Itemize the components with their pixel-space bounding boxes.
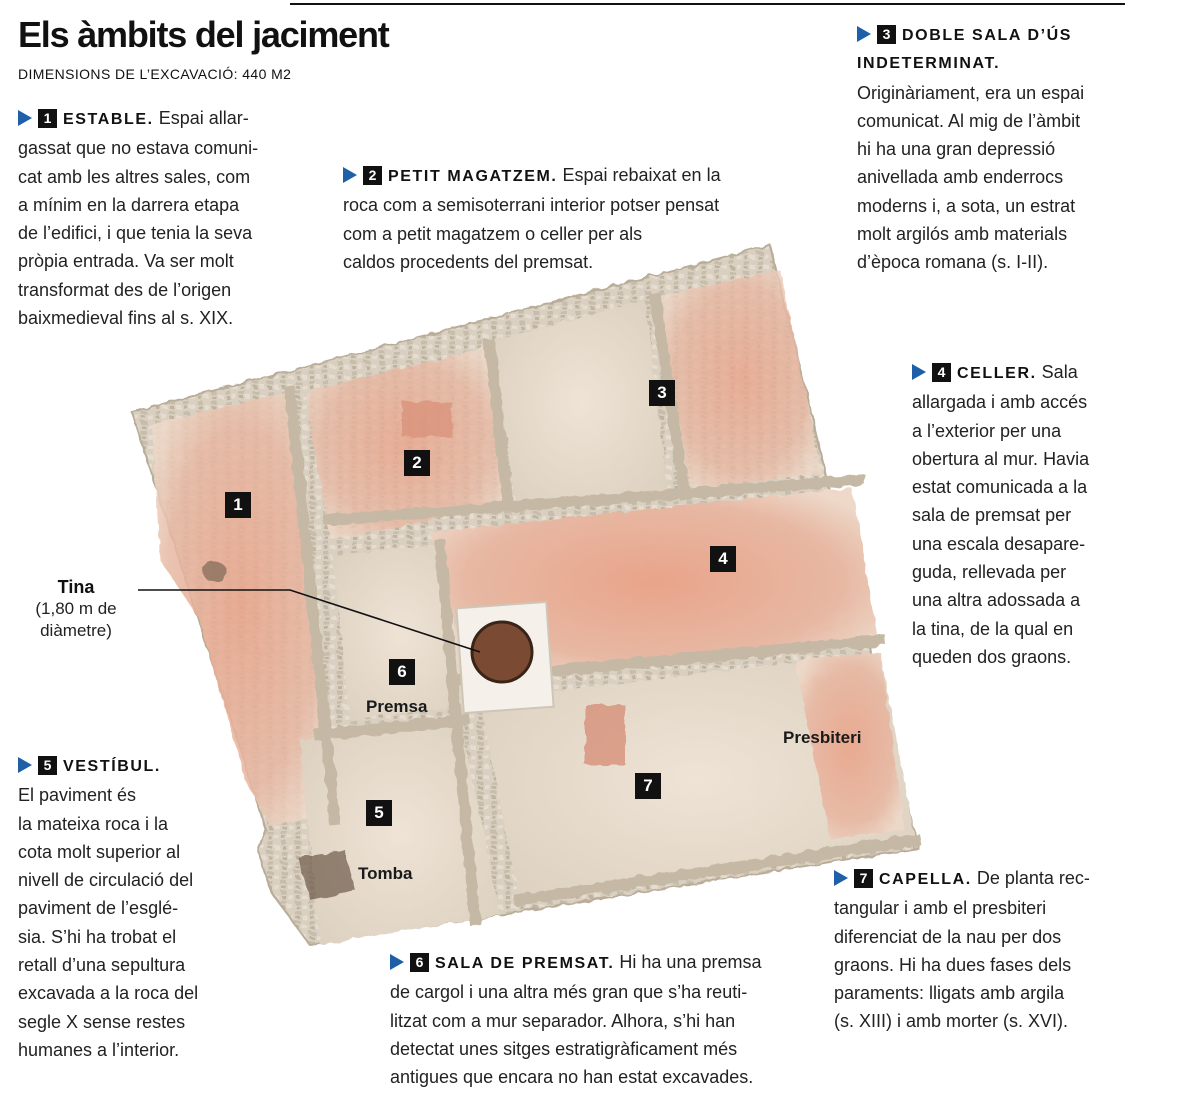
section-4-celler	[912, 358, 1162, 671]
section-3-number: 3	[877, 25, 896, 44]
arrow-icon	[18, 757, 32, 773]
section-3-line: anivellada amb enderrocs	[857, 167, 1064, 188]
section-5-line: la mateixa roca i la	[18, 813, 169, 834]
arrow-icon	[343, 167, 357, 183]
section-3-line: moderns i, a sota, un estrat	[857, 195, 1076, 216]
section-7-line: (s. XIII) i amb morter (s. XVI).	[834, 1011, 1069, 1032]
section-2-head: PETIT MAGATZEM.	[388, 168, 558, 185]
section-4-line: una altra adossada a	[912, 590, 1081, 611]
section-3-head: DOBLE SALA D’ÚS	[902, 27, 1073, 44]
section-4-line: allargada i amb accés	[912, 392, 1088, 413]
section-1-line: transformat des de l’origen	[18, 279, 232, 300]
section-3-doble-sala	[857, 20, 1157, 277]
section-5-vestibul	[18, 751, 248, 1064]
section-7-line: De planta rec-	[976, 868, 1090, 888]
section-1-line: gassat que no estava comuni-	[18, 138, 259, 159]
room-1-feature	[203, 562, 227, 582]
section-4-line: Sala	[1041, 362, 1078, 382]
section-4-line: una escala desapare-	[912, 533, 1086, 554]
section-3-line: d’època romana (s. I-II).	[857, 252, 1049, 273]
section-1-line: pròpia entrada. Va ser molt	[18, 251, 234, 272]
section-4-line: guda, rellevada per	[912, 562, 1067, 583]
section-7-line: graons. Hi ha dues fases dels	[834, 954, 1072, 975]
section-5-line: sia. S’hi ha trobat el	[18, 926, 177, 947]
arrow-icon	[834, 870, 848, 886]
section-2-line: Espai rebaixat en la	[562, 165, 721, 185]
marker-1: 1	[225, 492, 251, 518]
excavation-dimensions: DIMENSIONS DE L’EXCAVACIÓ: 440 M2	[18, 66, 292, 82]
section-6-head: SALA DE PREMSAT.	[435, 955, 615, 972]
room-2-pit	[402, 402, 452, 437]
section-4-line: la tina, de la qual en	[912, 618, 1074, 639]
section-7-capella	[834, 864, 1164, 1036]
section-6-number: 6	[410, 953, 429, 972]
section-5-line: retall d’una sepultura	[18, 955, 186, 976]
section-4-line: a l’exterior per una	[912, 420, 1062, 441]
section-1-number: 1	[38, 109, 57, 128]
arrow-icon	[390, 954, 404, 970]
arrow-icon	[18, 110, 32, 126]
section-5-line: humanes a l’interior.	[18, 1039, 180, 1060]
section-6-line: Hi ha una premsa	[619, 952, 762, 972]
section-2-line: com a petit magatzem o celler per als	[343, 223, 643, 244]
tina-callout	[20, 576, 132, 642]
section-4-line: obertura al mur. Havia	[912, 448, 1090, 469]
section-2-number: 2	[363, 166, 382, 185]
section-5-line: nivell de circulació del	[18, 870, 194, 891]
section-3-line: comunicat. Al mig de l’àmbit	[857, 110, 1081, 131]
marker-7: 7	[635, 773, 661, 799]
section-1-line: baixmedieval fins al s. XIX.	[18, 308, 234, 329]
section-3-head-cont: INDETERMINAT.	[857, 55, 1001, 73]
arrow-icon	[857, 26, 871, 42]
section-6-line: de cargol i una altra més gran que s’ha reuti-	[390, 982, 748, 1003]
page-title: Els àmbits del jaciment	[18, 14, 389, 55]
marker-5: 5	[366, 800, 392, 826]
tina-label: Tina	[57, 577, 95, 597]
section-4-line: sala de premsat per	[912, 505, 1072, 526]
section-7-line: paraments: lligats amb argila	[834, 983, 1065, 1004]
section-4-line: estat comunicada a la	[912, 477, 1088, 498]
section-1-estable	[18, 104, 308, 332]
section-1-line: a mínim en la darrera etapa	[18, 194, 240, 215]
room-7-pit	[585, 705, 625, 765]
section-3-line: molt argilós amb materials	[857, 224, 1068, 245]
section-4-line: queden dos graons.	[912, 646, 1072, 667]
section-7-line: diferenciat de la nau per dos	[834, 926, 1062, 947]
section-5-line: paviment de l’esglé-	[18, 898, 179, 919]
tomba-label: Tomba	[358, 864, 413, 883]
section-5-number: 5	[38, 756, 57, 775]
section-4-head: CELLER.	[957, 365, 1037, 382]
marker-3: 3	[649, 380, 675, 406]
marker-4: 4	[710, 546, 736, 572]
section-6-sala-premsat	[390, 948, 810, 1091]
section-6-line: antigues que encara no han estat excavades.	[390, 1067, 754, 1088]
section-7-head: CAPELLA.	[879, 871, 972, 888]
section-4-number: 4	[932, 363, 951, 382]
tina-vat	[472, 622, 532, 682]
section-2-line: roca com a semisoterrani interior potser pensat	[343, 195, 720, 216]
tina-sub-1: (1,80 m de	[35, 599, 117, 618]
tina-sub-2: diàmetre)	[40, 621, 112, 640]
section-1-line: de l’edifici, i que tenia la seva	[18, 223, 253, 244]
section-2-petit-magatzem	[343, 161, 803, 276]
section-1-line: Espai allar-	[158, 108, 249, 128]
section-1-line: cat amb les altres sales, com	[18, 166, 251, 187]
section-7-line: tangular i amb el presbiteri	[834, 898, 1047, 919]
presbiteri-label: Presbiteri	[783, 728, 862, 747]
section-5-line: excavada a la roca del	[18, 983, 199, 1004]
marker-6: 6	[389, 659, 415, 685]
section-5-head: VESTÍBUL.	[63, 758, 161, 775]
section-2-line: caldos procedents del premsat.	[343, 251, 594, 272]
marker-2: 2	[404, 450, 430, 476]
section-3-line: hi ha una gran depressió	[857, 139, 1056, 160]
section-7-number: 7	[854, 869, 873, 888]
section-6-line: detectat unes sitges estratigràficament més	[390, 1038, 738, 1059]
section-1-head: ESTABLE.	[63, 111, 154, 128]
section-5-line: segle X sense restes	[18, 1011, 186, 1032]
section-6-line: litzat com a mur separador. Alhora, s’hi han	[390, 1010, 736, 1031]
premsa-label: Premsa	[366, 697, 428, 716]
arrow-icon	[912, 364, 926, 380]
section-3-line: Originàriament, era un espai	[857, 82, 1085, 103]
section-5-line: El paviment és	[18, 785, 137, 806]
section-5-line: cota molt superior al	[18, 841, 181, 862]
